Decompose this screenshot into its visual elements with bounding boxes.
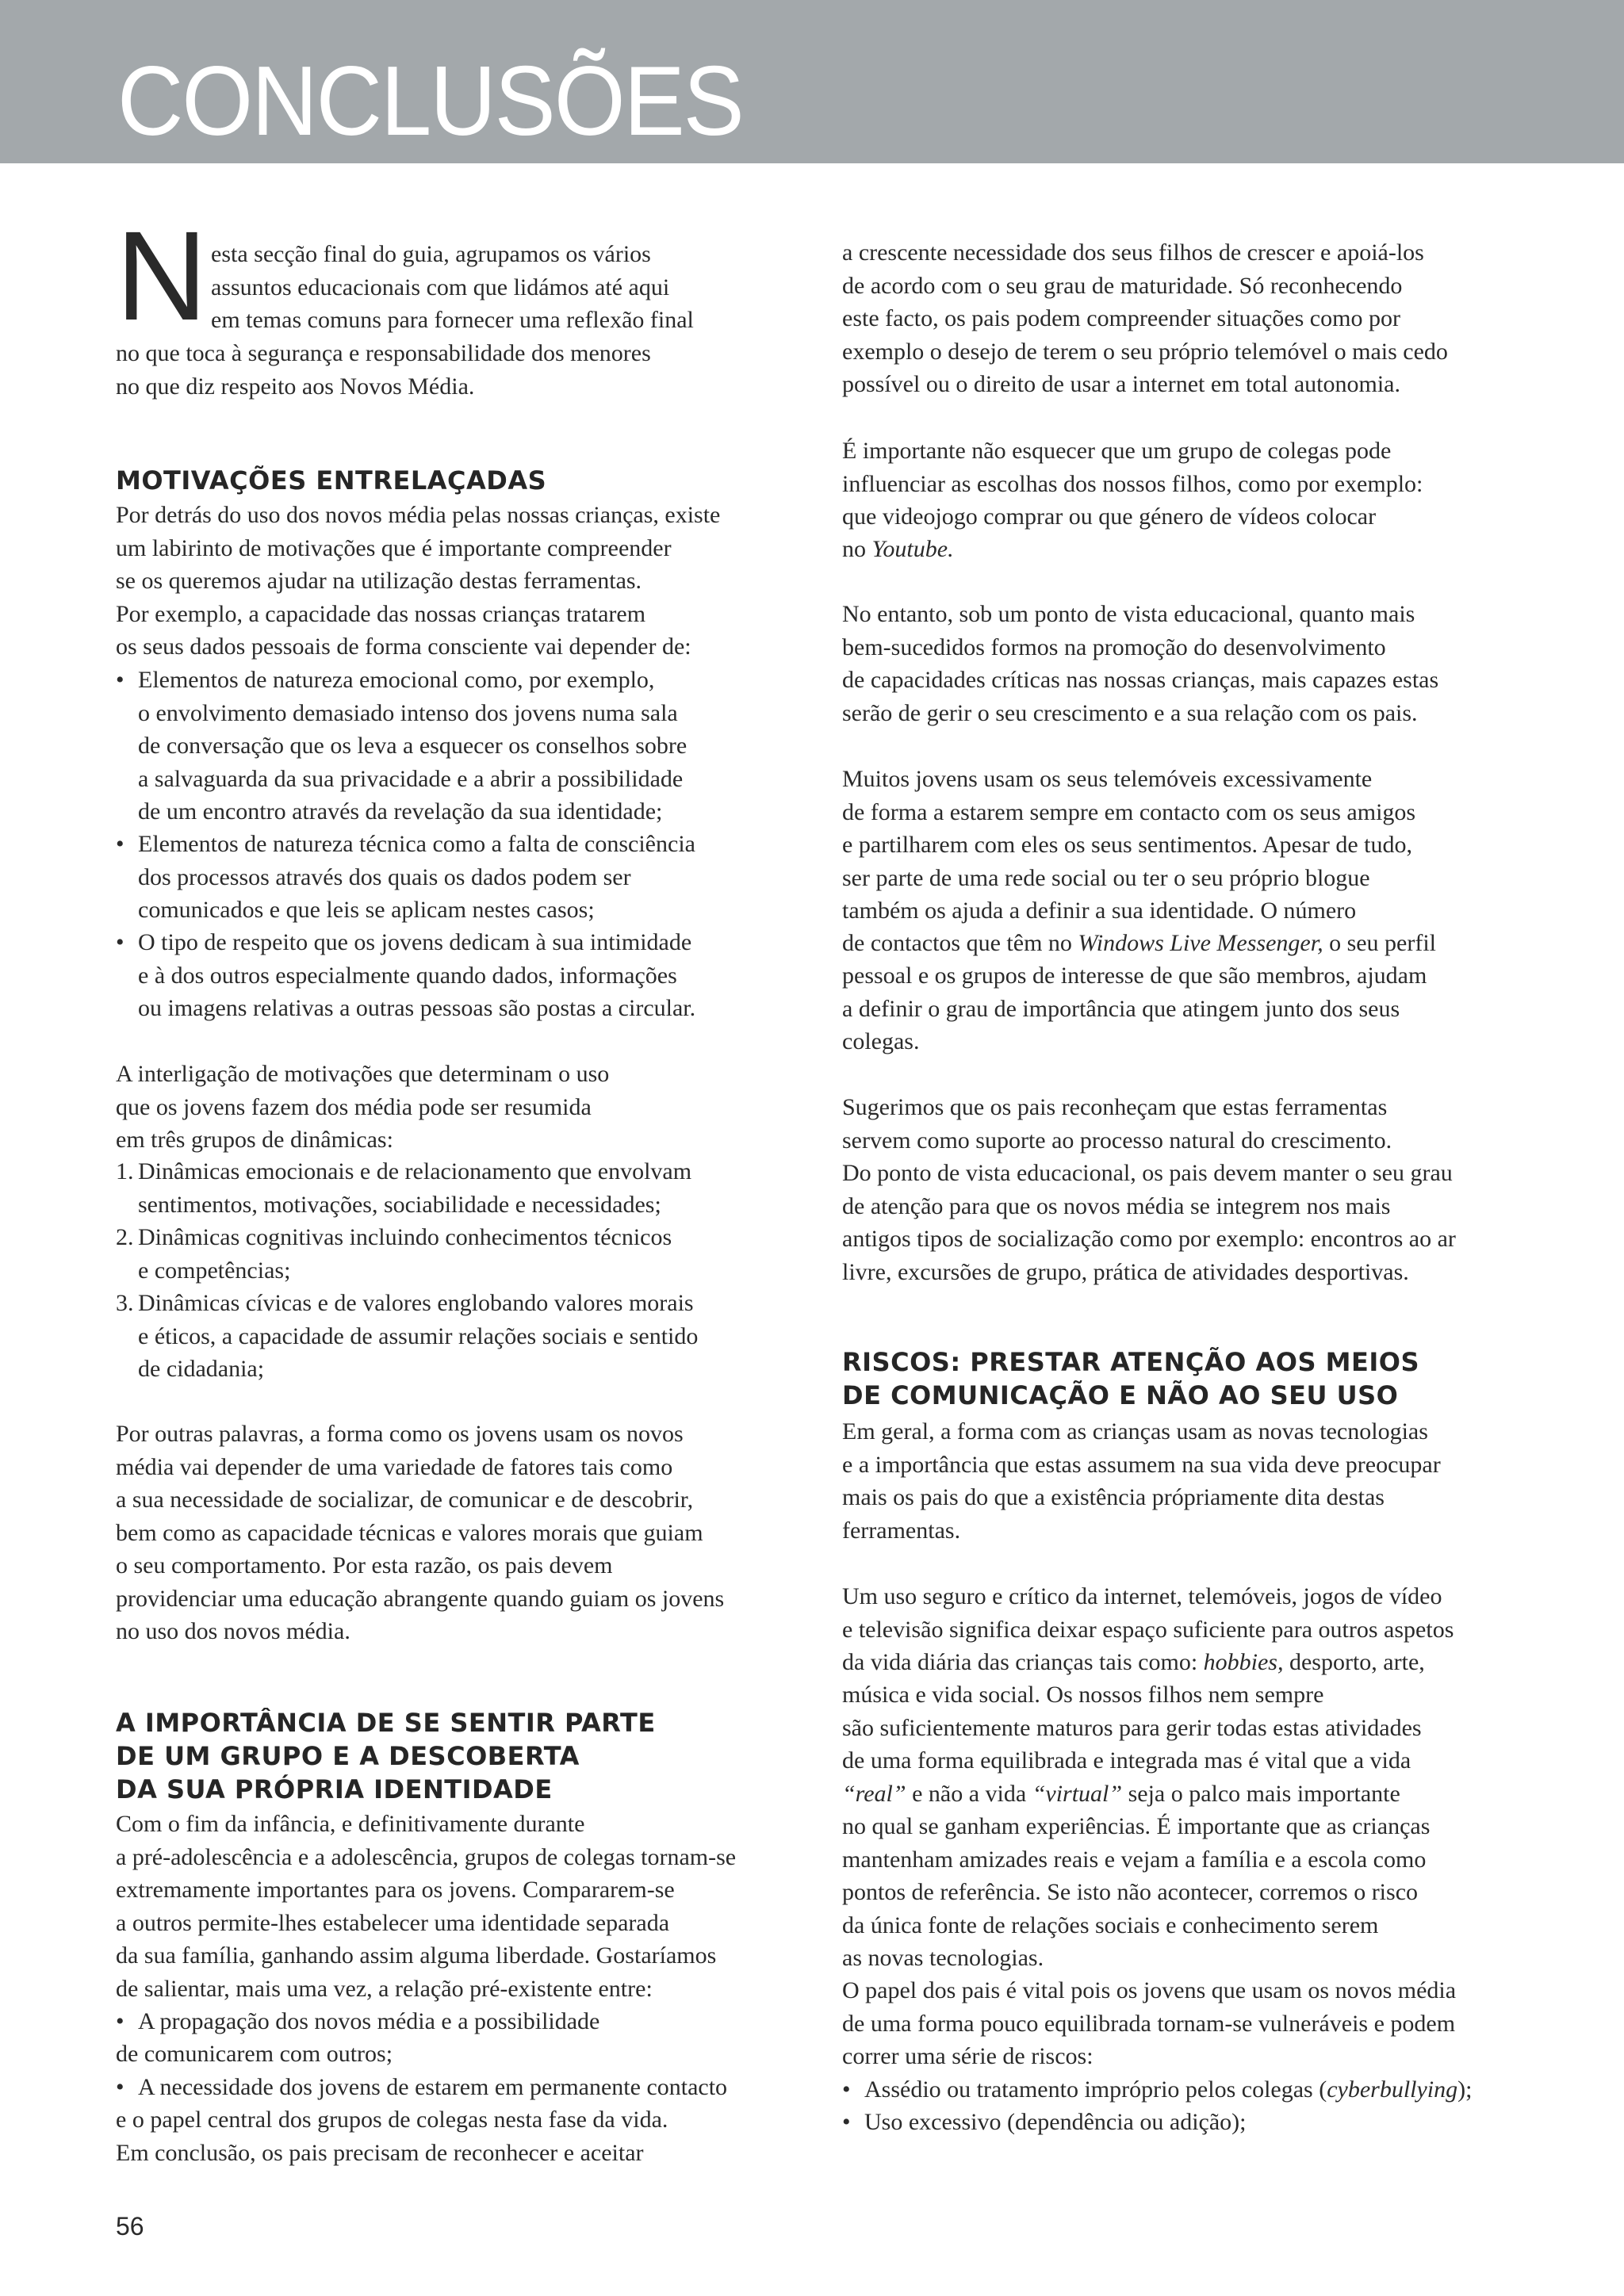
bullet-icon: • xyxy=(116,667,124,693)
paragraph: É importante não esquecer que um grupo de colegas pode influenciar as escolhas dos nossos filhos, como por exemplo: que videojogo comprar ou que género de vídeos colocar xyxy=(842,438,1423,530)
paragraph-line: de contactos que têm no Windows Live Messenger, o seu perfil xyxy=(842,930,1437,956)
drop-cap: N xyxy=(116,205,208,346)
bullet-icon: • xyxy=(116,929,124,955)
paragraph-line: “real” e não a vida “virtual” seja o palco mais importante xyxy=(842,1781,1400,1807)
section-heading-risks: RISCOS: PRESTAR ATENÇÃO AOS MEIOS DE COMUNICAÇÃO E NÃO AO SEU USO xyxy=(842,1347,1420,1410)
paragraph-line: da vida diária das crianças tais como: hobbies, desporto, arte, xyxy=(842,1649,1425,1675)
paragraph: O papel dos pais é vital pois os jovens que usam os novos média de uma forma pouco equilibrada tornam-se vulneráveis e podem correr uma série de riscos: xyxy=(842,1977,1457,2069)
paragraph-line: no Youtube. xyxy=(842,536,954,562)
list-item-text: Dinâmicas cívicas e de valores englobando valores morais e éticos, a capacidade de assumir relações sociais e sentido de cidadania; xyxy=(138,1290,699,1382)
bullet-icon: • xyxy=(842,2109,851,2135)
list-item-continuation: de comunicarem com outros; xyxy=(116,2041,393,2067)
italic-text: Youtube. xyxy=(871,536,954,562)
section-heading-motivations: MOTIVAÇÕES ENTRELAÇADAS xyxy=(116,465,547,496)
numbered-item xyxy=(116,1287,814,1386)
paragraph: Por outras palavras, a forma como os jovens usam os novos média vai depender de uma variedade de fatores tais como a sua necessidade de socializar, de comunicar e de descobrir, bem como as capacidade técnicas e valores morais que guiam o seu comportamento. Por esta razão, os pais devem providenciar uma educação abrangente quando guiam os jovens no uso dos novos média. xyxy=(116,1421,725,1644)
italic-text: hobbies, xyxy=(1203,1649,1284,1675)
list-item-text: Elementos de natureza técnica como a falta de consciência dos processos através dos quais os dados podem ser comunicados e que leis se aplicam nestes casos; xyxy=(138,831,695,923)
list-item-text: A necessidade dos jovens de estarem em permanente contacto xyxy=(138,2074,728,2100)
italic-text: “virtual” xyxy=(1032,1781,1123,1807)
paragraph: Por detrás do uso dos novos média pelas nossas crianças, existe um labirinto de motivações que é importante compreender se os queremos ajudar na utilização destas ferramentas. Por exemplo, a capacidade das nossas crianças tratarem os seus dados pessoais de forma consciente vai depender de: xyxy=(116,502,721,660)
list-item-text: Elementos de natureza emocional como, por exemplo, o envolvimento demasiado intenso dos jovens numa sala de conversação que os leva a esquecer os conselhos sobre a salvaguarda da sua privacidade e a abrir a possibilidade de um encontro através da revelação da sua identidade; xyxy=(138,667,688,825)
list-item xyxy=(842,2106,1540,2139)
paragraph: Sugerimos que os pais reconheçam que estas ferramentas servem como suporte ao processo natural do crescimento. Do ponto de vista educacional, os pais devem manter o seu grau de atenção para que os novos média se integrem nos mais antigos tipos de socialização como por exemplo: encontros ao ar livre, excursões de grupo, prática de atividades desportivas. xyxy=(842,1094,1456,1285)
list-item-text: Assédio ou tratamento impróprio pelos colegas (cyberbullying); xyxy=(864,2076,1473,2103)
list-item xyxy=(842,2073,1540,2107)
list-item xyxy=(116,2071,814,2104)
bullet-icon: • xyxy=(116,2008,124,2034)
paragraph: Em geral, a forma com as crianças usam as novas tecnologias e a importância que estas assumem na sua vida deve preocupar mais os pais do que a existência própriamente dita destas ferramentas. xyxy=(842,1418,1441,1544)
numbered-item xyxy=(116,1221,814,1287)
list-number: 1. xyxy=(116,1158,134,1184)
paragraph: Muitos jovens usam os seus telemóveis excessivamente de forma a estarem sempre em contacto com os seus amigos e partilharem com eles os seus sentimentos. Apesar de tudo, ser parte de uma rede social ou ter o seu próprio blogue também os ajuda a definir a sua identidade. O número xyxy=(842,766,1416,924)
list-item-text: A propagação dos novos média e a possibilidade xyxy=(138,2008,600,2034)
italic-text: cyberbullying xyxy=(1327,2076,1458,2103)
italic-text: Windows Live Messenger, xyxy=(1078,930,1323,956)
paragraph: a crescente necessidade dos seus filhos de crescer e apoiá-los de acordo com o seu grau de maturidade. Só reconhecendo este facto, os pais podem compreender situações como por exemplo o desejo de terem o seu próprio telemóvel o mais cedo possível ou o direito de usar a internet em total autonomia. xyxy=(842,239,1448,397)
list-item xyxy=(116,926,814,1025)
list-item-text: O tipo de respeito que os jovens dedicam à sua intimidade e à dos outros especialmente quando dados, informações ou imagens relativas a outras pessoas são postas a circular. xyxy=(138,929,696,1021)
paragraph: música e vida social. Os nossos filhos nem sempre são suficientemente maturos para gerir todas estas atividades de uma forma equilibrada e integrada mas é vital que a vida xyxy=(842,1682,1422,1774)
list-number: 2. xyxy=(116,1224,134,1250)
section-heading-identity: A IMPORTÂNCIA DE SE SENTIR PARTE DE UM GRUPO E A DESCOBERTA DA SUA PRÓPRIA IDENTIDADE xyxy=(116,1708,656,1804)
intro-indented-text: esta secção final do guia, agrupamos os vários assuntos educacionais com que lidámos até aqui em temas comuns para fornecer uma reflexão final xyxy=(211,241,694,333)
italic-text: “real” xyxy=(842,1781,906,1807)
list-item-continuation: e o papel central dos grupos de colegas nesta fase da vida. xyxy=(116,2107,668,2133)
list-item xyxy=(116,2005,814,2038)
intro-text: no que toca à segurança e responsabilidade dos menores no que diz respeito aos Novos Média. xyxy=(116,340,651,400)
list-item xyxy=(116,664,814,828)
paragraph: Em conclusão, os pais precisam de reconhecer e aceitar xyxy=(116,2140,644,2166)
list-item-text: Dinâmicas emocionais e de relacionamento que envolvam sentimentos, motivações, sociabilidade e necessidades; xyxy=(138,1158,692,1218)
numbered-item xyxy=(116,1155,814,1221)
paragraph: Um uso seguro e crítico da internet, telemóveis, jogos de vídeo e televisão significa deixar espaço suficiente para outros aspetos xyxy=(842,1583,1454,1643)
list-item xyxy=(116,828,814,927)
bullet-icon: • xyxy=(116,831,124,857)
list-number: 3. xyxy=(116,1290,134,1316)
paragraph: A interligação de motivações que determinam o uso que os jovens fazem dos média pode ser resumida em três grupos de dinâmicas: xyxy=(116,1061,610,1153)
bullet-icon: • xyxy=(842,2076,851,2103)
list-item-text: Dinâmicas cognitivas incluindo conhecimentos técnicos e competências; xyxy=(138,1224,672,1284)
paragraph: no qual se ganham experiências. É importante que as crianças mantenham amizades reais e vejam a família e a escola como pontos de referência. Se isto não acontecer, corremos o risco da única fonte de relações sociais e conhecimento serem as novas tecnologias. xyxy=(842,1813,1431,1971)
paragraph: Com o fim da infância, e definitivamente durante a pré-adolescência e a adolescência, grupos de colegas tornam-se extremamente importantes para os jovens. Compararem-se a outros permite-lhes estabelecer uma identidade separada da sua família, ganhando assim alguma liberdade. Gostaríamos de salientar, mais uma vez, a relação pré-existente entre: xyxy=(116,1811,737,2002)
list-item-text: Uso excessivo (dependência ou adição); xyxy=(864,2109,1247,2135)
page-number: 56 xyxy=(116,2212,144,2241)
bullet-icon: • xyxy=(116,2074,124,2100)
header-banner xyxy=(0,0,1624,163)
page-title: CONCLUSÕES xyxy=(117,47,743,156)
paragraph: pessoal e os grupos de interesse de que são membros, ajudam a definir o grau de importância que atingem junto dos seus colegas. xyxy=(842,962,1427,1054)
paragraph: No entanto, sob um ponto de vista educacional, quanto mais bem-sucedidos formos na promoção do desenvolvimento de capacidades críticas nas nossas crianças, mais capazes estas serão de gerir o seu crescimento e a sua relação com os pais. xyxy=(842,601,1439,726)
